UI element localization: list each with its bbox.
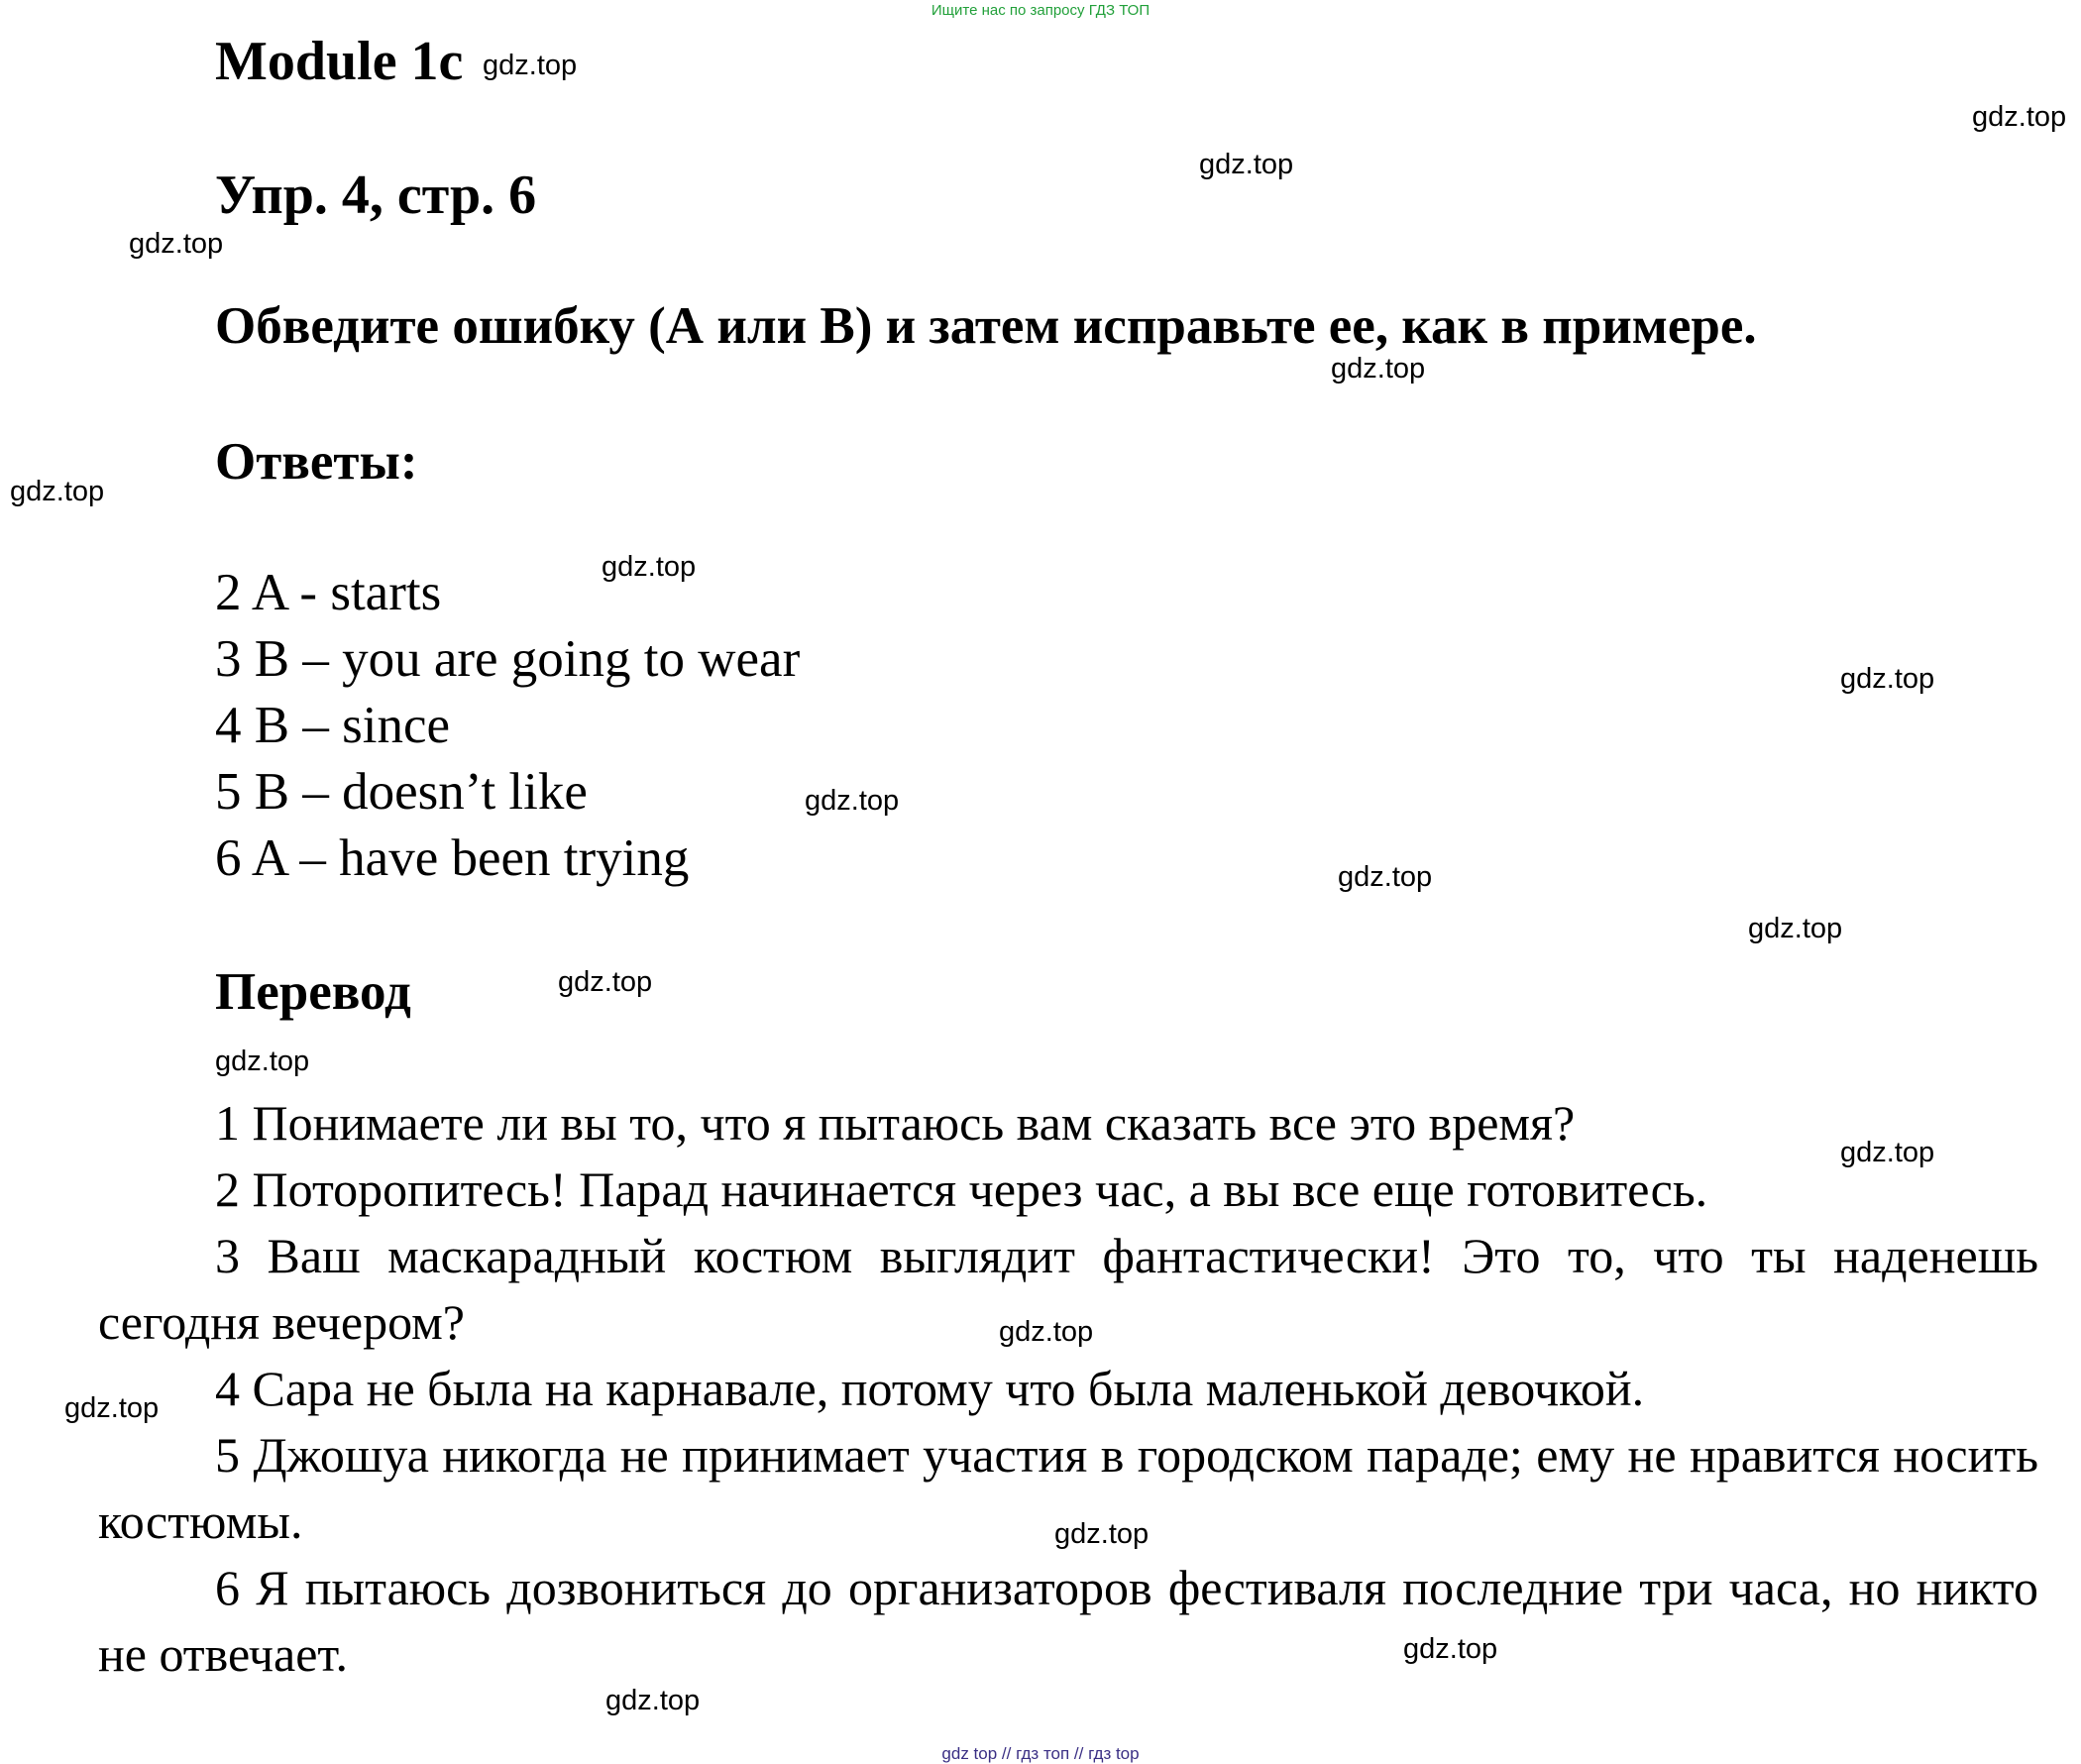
watermark: gdz.top [1199, 149, 1294, 180]
watermark: gdz.top [129, 228, 224, 260]
watermark: gdz.top [10, 476, 105, 507]
answer-item: 4 B – since [215, 697, 450, 754]
footer-watermark: gdz top // гдз топ // гдз top [941, 1744, 1140, 1763]
watermark: gdz.top [1338, 861, 1433, 893]
translation-item: 4 Сара не была на карнавале, потому что была маленькой девочкой. [215, 1361, 1645, 1416]
watermark: gdz.top [1403, 1633, 1498, 1665]
answers-heading: Ответы: [215, 433, 418, 491]
watermark: gdz.top [805, 785, 900, 817]
watermark: gdz.top [64, 1392, 160, 1424]
exercise-reference: Упр. 4, стр. 6 [215, 165, 537, 226]
translation-item: 3 Ваш маскарадный костюм выглядит фантастически! Это то, что ты наденешь сегодня вечером? [98, 1228, 2038, 1350]
translation-item: 5 Джошуа никогда не принимает участия в городском параде; ему не нравится носить костюмы. [98, 1427, 2038, 1549]
watermark: gdz.top [1054, 1518, 1150, 1550]
exercise-instruction: Обведите ошибку (А или В) и затем исправьте ее, как в примере. [215, 297, 1757, 355]
module-title: Module 1c [215, 31, 464, 92]
top-search-note: Ищите нас по запросу ГДЗ ТОП [931, 2, 1150, 19]
translation-item: 1 Понимаете ли вы то, что я пытаюсь вам сказать все это время? [215, 1095, 1576, 1151]
watermark: gdz.top [1972, 101, 2067, 133]
answer-item: 5 B – doesn’t like [215, 763, 588, 821]
watermark: gdz.top [1840, 663, 1935, 695]
watermark: gdz.top [558, 966, 653, 998]
translation-heading: Перевод [215, 963, 411, 1021]
answer-item: 3 B – you are going to wear [215, 630, 801, 688]
watermark: gdz.top [602, 551, 697, 583]
watermark: gdz.top [1331, 353, 1426, 385]
translation-list [98, 1090, 2038, 1688]
watermark: gdz.top [605, 1685, 701, 1716]
answer-item: 6 A – have been trying [215, 829, 690, 887]
watermark: gdz.top [1748, 913, 1843, 944]
answer-item: 2 A - starts [215, 564, 442, 621]
watermark: gdz.top [483, 50, 578, 81]
translation-item: 2 Поторопитесь! Парад начинается через час, а вы все еще готовитесь. [215, 1161, 1708, 1217]
watermark: gdz.top [1840, 1137, 1935, 1168]
watermark: gdz.top [215, 1046, 310, 1077]
translation-item: 6 Я пытаюсь дозвониться до организаторов фестиваля последние три часа, но никто не отвечает. [98, 1560, 2038, 1682]
watermark: gdz.top [999, 1316, 1094, 1348]
